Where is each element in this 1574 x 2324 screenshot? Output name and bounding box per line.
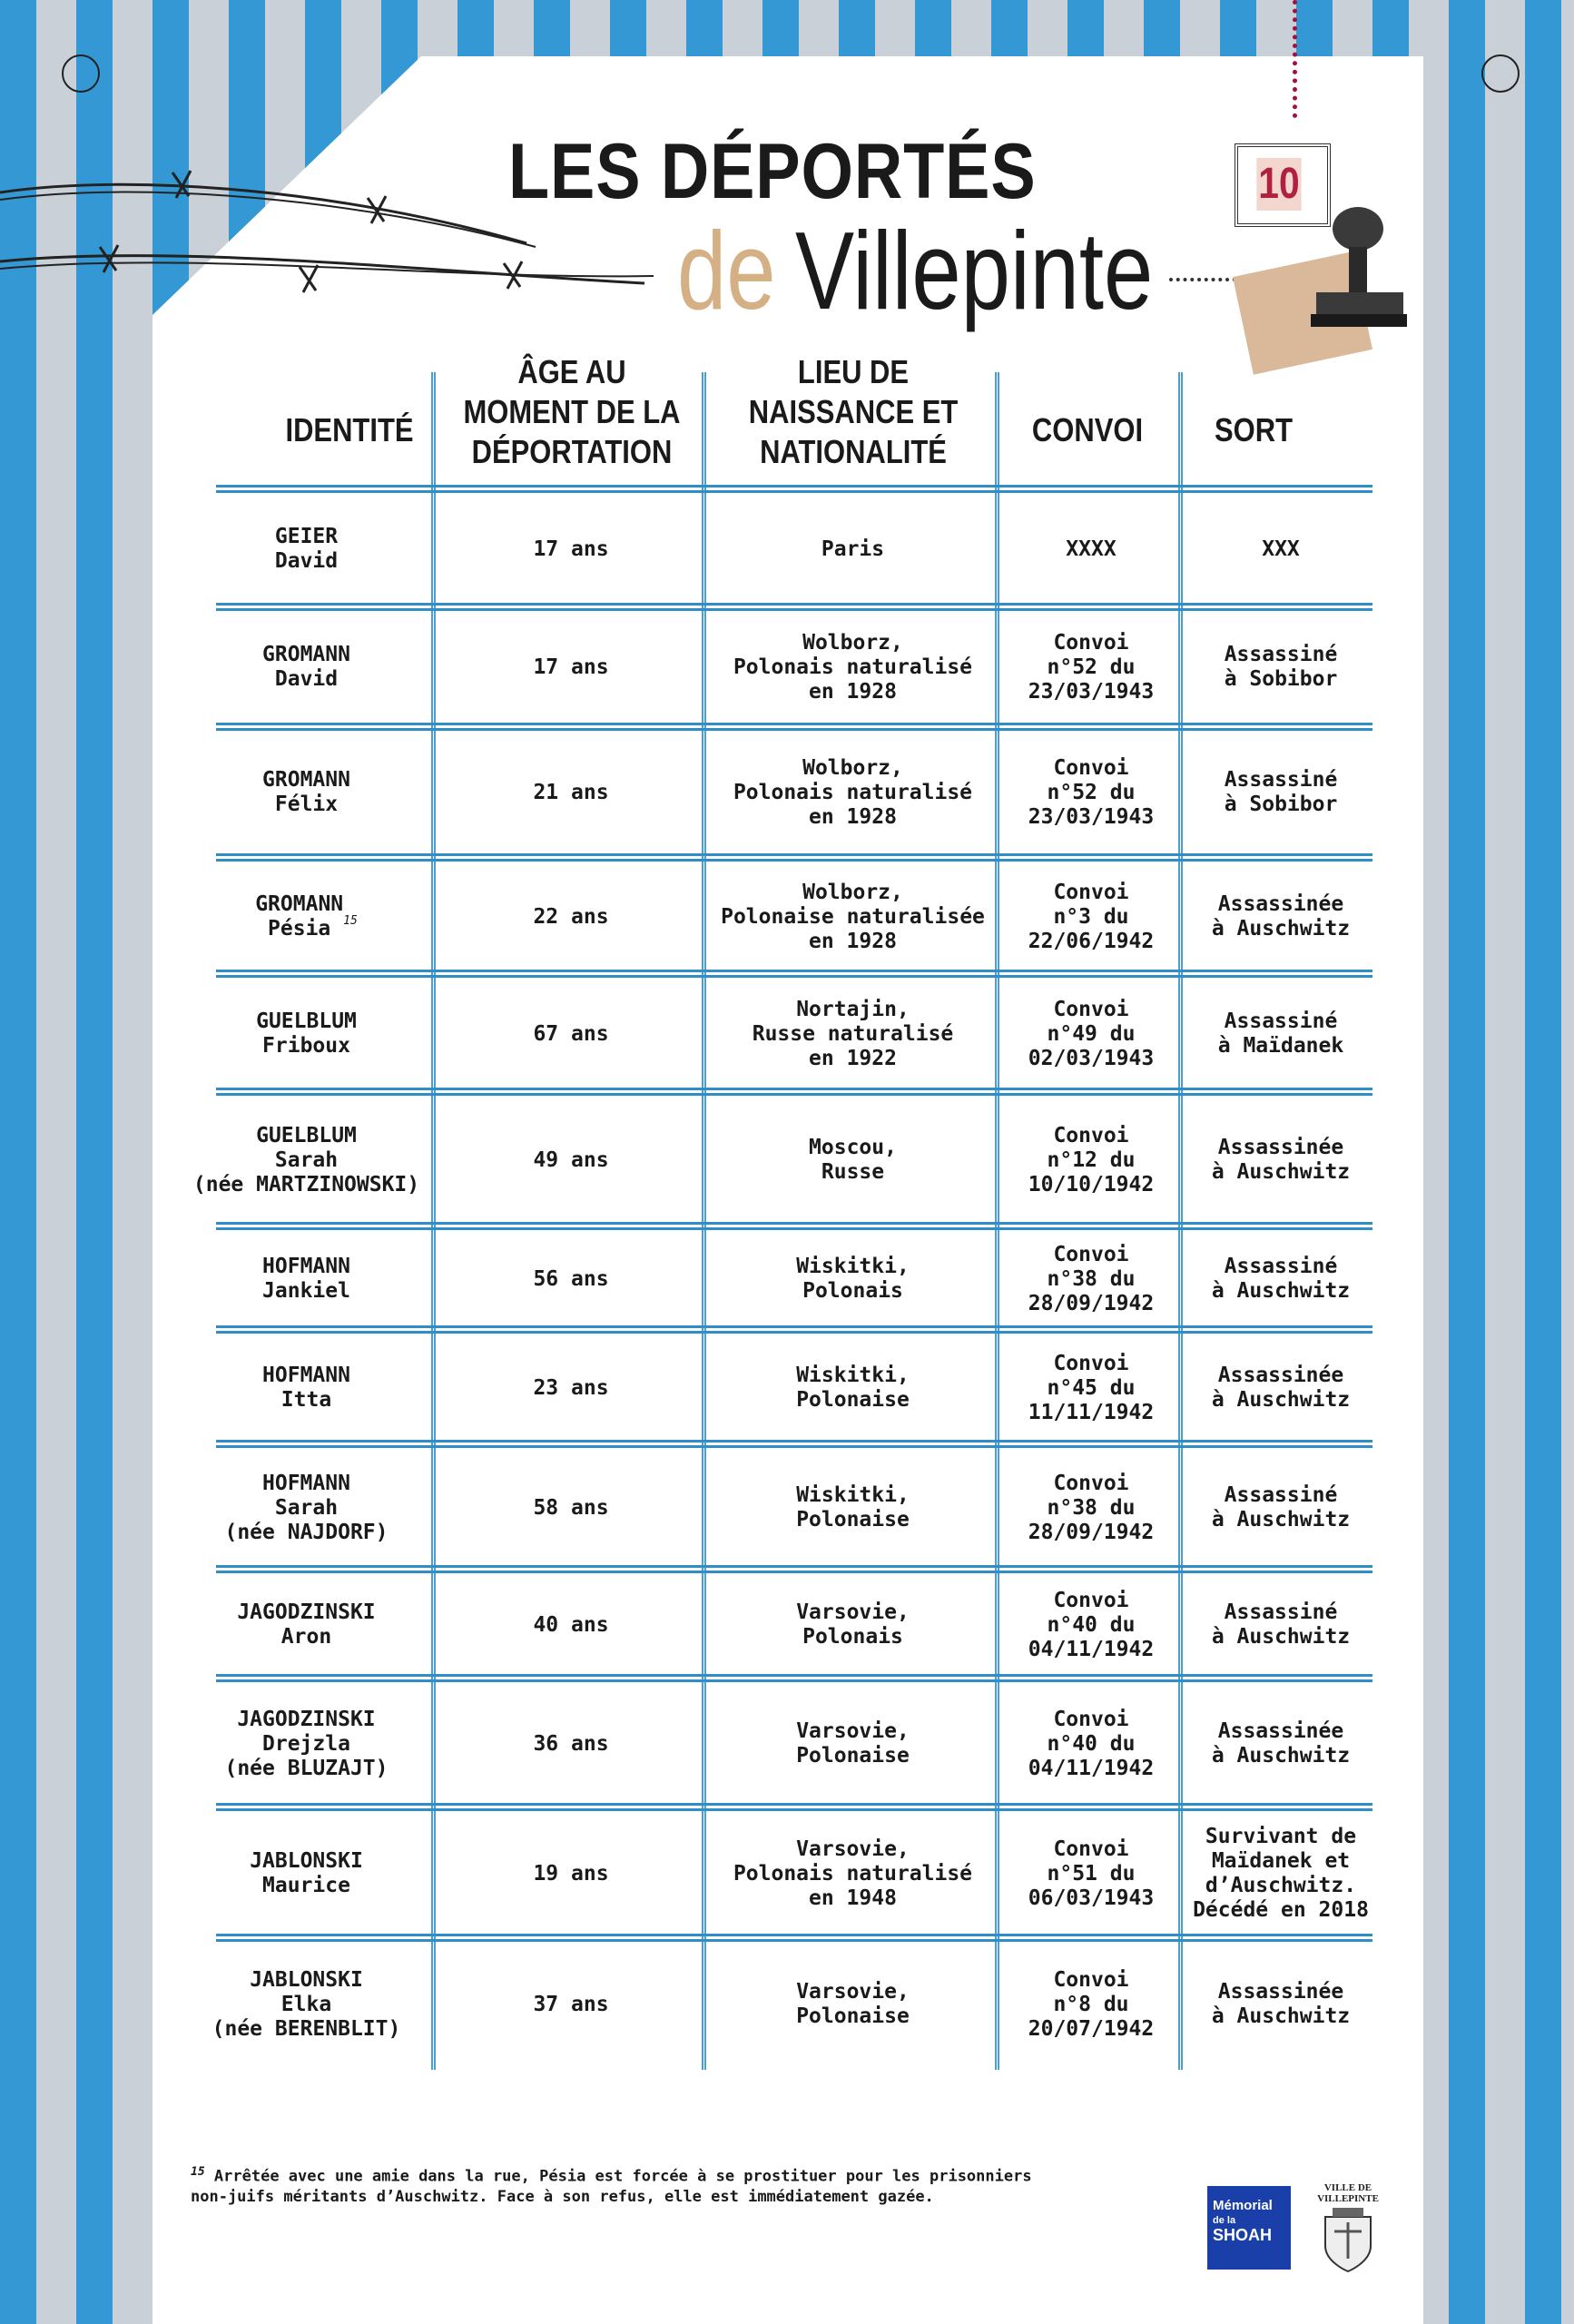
cell-lieu [711,977,995,1091]
cell-identite-text: GROMANN David [262,643,350,691]
cell-convoi [1004,1572,1178,1678]
cell-sort-text: Assassinée à Auschwitz [1211,1136,1351,1184]
cell-convoi-text: XXXX [1066,537,1117,561]
cell-lieu [711,1229,995,1329]
cell-age-text: 17 ans [533,655,609,679]
cell-sort-text: Assassinée à Auschwitz [1211,1364,1351,1412]
cell-convoi-text: Convoi n°12 du 10/10/1942 [1028,1123,1155,1196]
cell-convoi-text: Convoi n°3 du 22/06/1942 [1028,880,1155,953]
cell-convoi [1004,728,1178,857]
page-title-villepinte: Villepinte [795,209,1154,332]
cell-sort-text: Assassinée à Auschwitz [1211,892,1351,940]
cell-identite-text: JABLONSKI Elka (née BERENBLIT) [212,1967,401,2041]
cell-convoi-text: Convoi n°52 du 23/03/1943 [1028,755,1155,829]
cell-convoi [1004,610,1178,724]
cell-lieu [711,1333,995,1443]
cell-identite-text: GUELBLUM Sarah (née MARTZINOWSKI) [192,1123,420,1196]
cell-convoi [1004,1681,1178,1807]
cell-convoi-text: Convoi n°52 du 23/03/1943 [1028,630,1155,704]
cell-convoi-text: Convoi n°49 du 02/03/1943 [1028,997,1155,1070]
cell-sort-text: Assassinée à Auschwitz [1211,1719,1351,1768]
panel-number: 10 [1256,158,1301,211]
cell-age-text: 40 ans [533,1612,609,1637]
cell-age [440,1572,702,1678]
cell-age [440,1447,702,1569]
cell-age [440,861,702,973]
page-title-de: de [677,209,776,332]
cell-lieu-text: Wolborz, Polonais naturalisé en 1928 [733,630,973,704]
cell-sort [1187,1681,1374,1807]
cell-age [440,1681,702,1807]
cell-convoi-text: Convoi n°45 du 11/11/1942 [1028,1351,1155,1424]
cell-lieu [711,1810,995,1937]
column-header-lieu: LIEU DE NAISSANCE ET NATIONALITÉ [748,353,959,470]
cell-lieu-text: Wiskitki, Polonais [796,1255,910,1303]
cell-age-text: 56 ans [533,1266,609,1291]
cell-identite [182,1941,431,2068]
memorial-shoah-logo-line3: SHOAH [1213,2226,1273,2244]
cell-lieu [711,1572,995,1678]
cell-convoi-text: Convoi n°40 du 04/11/1942 [1028,1588,1155,1661]
footnote-ref: 15 [191,2165,205,2179]
column-divider [995,372,999,2070]
cell-lieu-text: Varsovie, Polonais [796,1600,910,1649]
rubber-stamp-icon [1298,205,1407,350]
cell-convoi [1004,977,1178,1091]
cell-lieu [711,492,995,606]
cell-identite [182,977,431,1091]
cell-sort [1187,728,1374,857]
cell-sort-text: Assassiné à Auschwitz [1211,1483,1351,1531]
cell-convoi-text: Convoi n°38 du 28/09/1942 [1028,1471,1155,1544]
cell-age-text: 22 ans [533,904,609,929]
cell-lieu [711,1095,995,1226]
footnote-text: Arrêtée avec une amie dans la rue, Pésia est forcée à se prostituer pour les prisonniers non-juifs méritants d’Auschwitz. Face à son refus, elle est immédiatement gazée. [191,2167,1032,2206]
cell-identite-text: GEIER David [274,525,339,573]
cell-sort-text: Assassiné à Maïdanek [1217,1009,1344,1058]
cell-lieu-text: Wiskitki, Polonaise [796,1483,910,1531]
cell-sort-text: Assassiné à Auschwitz [1211,1255,1351,1303]
cell-convoi-text: Convoi n°40 du 04/11/1942 [1028,1707,1155,1780]
cell-lieu-text: Wiskitki, Polonaise [796,1364,910,1412]
cell-convoi [1004,861,1178,973]
cell-age-text: 67 ans [533,1021,609,1046]
cell-convoi [1004,1941,1178,2068]
cell-sort-text: Survivant de Maïdanek et d’Auschwitz. Décédé en 2018 [1193,1825,1369,1922]
column-header-identite: IDENTITÉ [285,411,414,448]
cell-identite-text: HOFMANN Jankiel [262,1255,350,1303]
cell-identite-text: GROMANN Pésia [255,892,344,940]
cell-identite [182,1229,431,1329]
cell-identite [182,728,431,857]
cell-age-text: 21 ans [533,780,609,804]
cell-sort [1187,1095,1374,1226]
cell-identite-text: JAGODZINSKI Aron [237,1600,376,1649]
cell-sort [1187,1941,1374,2068]
cell-lieu-text: Varsovie, Polonaise [796,1980,910,2028]
cell-sort [1187,1447,1374,1569]
cell-identite-text: HOFMANN Sarah (née NAJDORF) [224,1471,389,1544]
cell-sort-text: Assassiné à Sobibor [1224,643,1338,691]
cell-lieu [711,1681,995,1807]
cell-lieu-text: Wolborz, Polonaise naturalisée en 1928 [721,880,985,953]
page-title-line1: LES DÉPORTÉS [508,128,1037,215]
cell-identite-text: GROMANN Félix [262,768,350,816]
cell-age-text: 58 ans [533,1495,609,1520]
ville-logo-text: VILLE DE VILLEPINTE [1317,2182,1379,2204]
cell-identite [182,610,431,724]
cell-identite [182,1681,431,1807]
cell-age-text: 37 ans [533,1992,609,2016]
cell-sort [1187,610,1374,724]
footnote-marker: 15 [343,913,358,928]
cell-age [440,1941,702,2068]
memorial-shoah-logo [1207,2186,1291,2270]
cell-identite-text: HOFMANN Itta [262,1364,350,1412]
cell-age [440,1333,702,1443]
cell-sort [1187,1229,1374,1329]
cell-convoi [1004,1229,1178,1329]
cell-lieu [711,861,995,973]
cell-convoi [1004,1810,1178,1937]
cell-sort [1187,977,1374,1091]
cell-sort [1187,1810,1374,1937]
cell-age [440,728,702,857]
cell-lieu-text: Wolborz, Polonais naturalisé en 1928 [733,755,973,829]
cell-age-text: 49 ans [533,1147,609,1172]
column-header-convoi: CONVOI [1031,411,1144,448]
cell-identite [182,492,431,606]
cell-identite [182,1572,431,1678]
cell-convoi [1004,1447,1178,1569]
column-header-age: ÂGE AU MOMENT DE LA DÉPORTATION [463,353,681,470]
cell-convoi-text: Convoi n°38 du 28/09/1942 [1028,1242,1155,1315]
cell-age [440,977,702,1091]
cell-identite [182,1447,431,1569]
cell-age [440,492,702,606]
coat-of-arms-icon [1316,2204,1380,2277]
hanging-hole-right [1481,54,1520,93]
cell-identite-text: JAGODZINSKI Drejzla (née BLUZAJT) [224,1707,389,1780]
cell-sort [1187,492,1374,606]
cell-sort-text: Assassinée à Auschwitz [1211,1980,1351,2028]
footnote [191,2162,1032,2207]
cell-convoi [1004,1333,1178,1443]
cell-identite [182,1095,431,1226]
cell-lieu [711,610,995,724]
cell-age [440,1810,702,1937]
cell-convoi [1004,1095,1178,1226]
hanging-hole-left [62,54,100,93]
cell-identite [182,1810,431,1937]
cell-age [440,1095,702,1226]
cell-lieu-text: Varsovie, Polonaise [796,1719,910,1768]
cell-lieu [711,728,995,857]
cell-lieu-text: Paris [821,537,885,561]
column-header-sort: SORT [1214,411,1293,448]
cell-sort [1187,1333,1374,1443]
cell-age-text: 19 ans [533,1861,609,1886]
dotted-string [1293,0,1297,118]
cell-sort [1187,861,1374,973]
cell-identite [182,861,431,973]
cell-sort-text: Assassiné à Auschwitz [1211,1600,1351,1649]
column-divider [431,372,436,2070]
cell-identite [182,1333,431,1443]
memorial-shoah-logo-line1: Mémorial [1213,2198,1273,2213]
cell-lieu-text: Nortajin, Russe naturalisé en 1922 [752,997,954,1070]
cell-lieu [711,1447,995,1569]
cell-age [440,610,702,724]
column-divider [1178,372,1183,2070]
cell-sort-text: XXX [1262,537,1300,561]
cell-lieu [711,1941,995,2068]
cell-lieu-text: Varsovie, Polonais naturalisé en 1948 [733,1837,973,1910]
cell-sort [1187,1572,1374,1678]
column-divider [702,372,706,2070]
cell-identite-text: JABLONSKI Maurice [250,1849,363,1897]
memorial-shoah-logo-line2: de la [1213,2215,1236,2226]
cell-identite-text: GUELBLUM Friboux [256,1009,357,1058]
cell-lieu-text: Moscou, Russe [809,1136,897,1184]
cell-convoi-text: Convoi n°8 du 20/07/1942 [1028,1967,1155,2041]
cell-convoi-text: Convoi n°51 du 06/03/1943 [1028,1837,1155,1910]
cell-age-text: 23 ans [533,1375,609,1400]
cell-age [440,1229,702,1329]
cell-sort-text: Assassiné à Sobibor [1224,768,1338,816]
cell-convoi [1004,492,1178,606]
cell-age-text: 36 ans [533,1731,609,1756]
ville-de-villepinte-logo [1307,2182,1389,2273]
cell-age-text: 17 ans [533,537,609,561]
